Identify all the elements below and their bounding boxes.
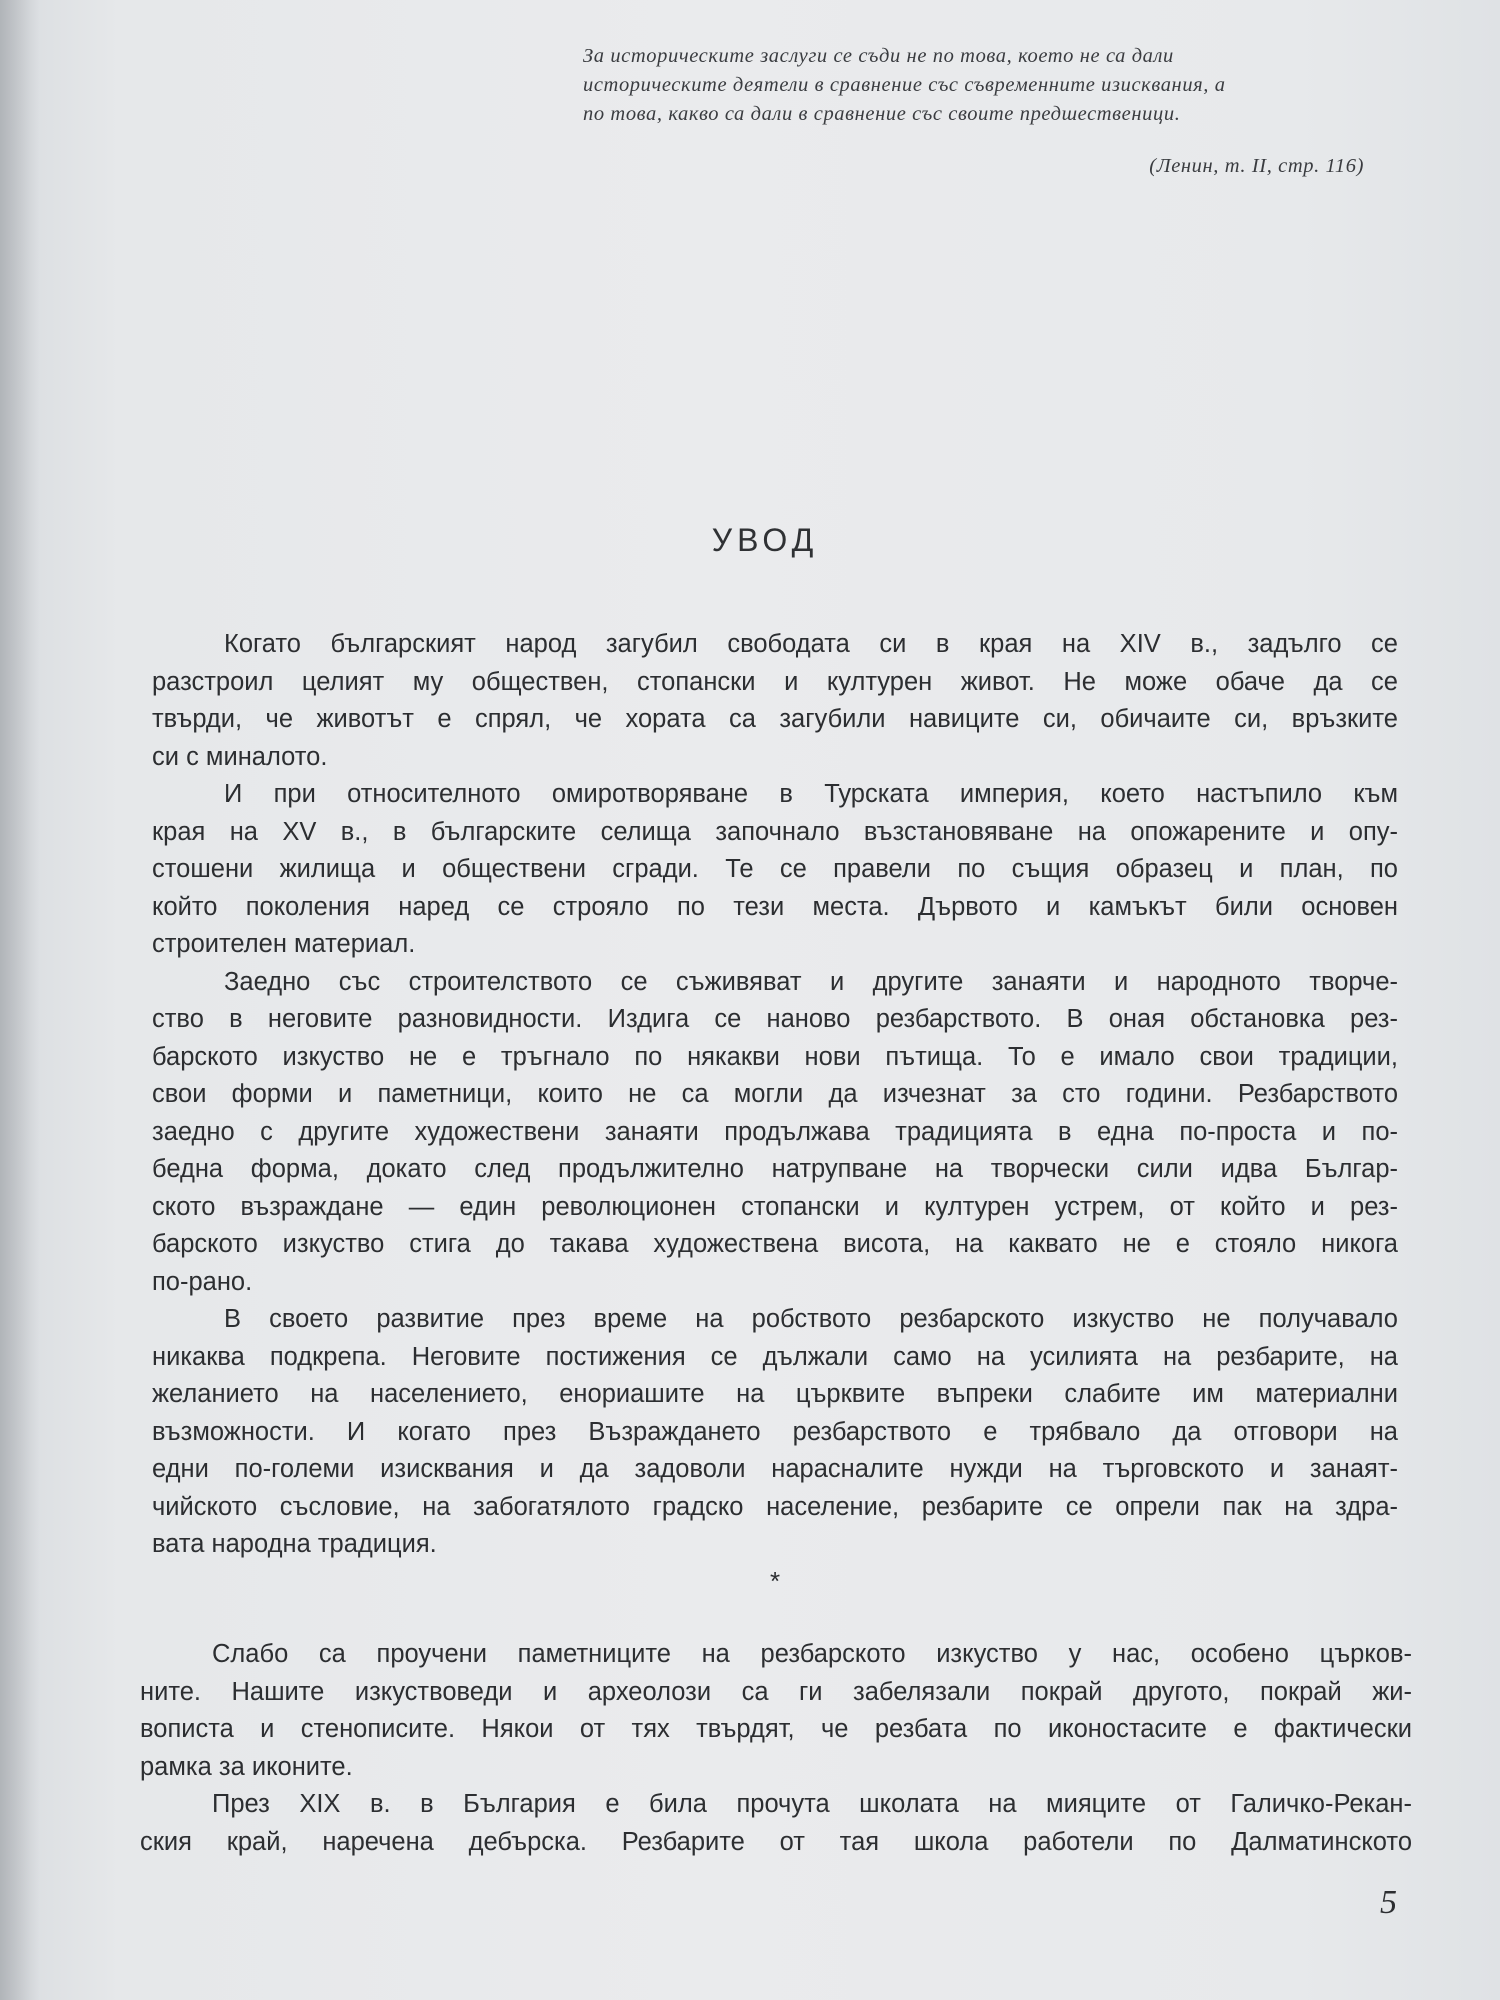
- text-line: Заедно със строителството се съживяват и другите занаяти и народното творче-: [224, 967, 1398, 996]
- text-line: вата народна традиция.: [152, 1530, 437, 1558]
- text-line: строителен материал.: [152, 930, 416, 958]
- text-line: чийското съсловие, на забогатялото градско население, резбарите се опрели пак на здра-: [152, 1492, 1398, 1521]
- text-line: никаква подкрепа. Неговите постижения се дължали само на усилията на резбарите, на: [152, 1342, 1398, 1371]
- text-line: края на XV в., в българските селища започнало възстановяване на опожарените и опу-: [152, 817, 1398, 846]
- text-line: твърди, че животът е спрял, че хората са загубили навиците си, обичаите си, връзките: [152, 705, 1398, 733]
- text-line: През XIX в. в България е била прочута школата на мияците от Галичко-Рекан-: [212, 1790, 1412, 1818]
- text-line: ните. Нашите изкуствоведи и археолози са ги забелязали покрай другото, покрай жи-: [140, 1677, 1412, 1706]
- body-section-1: [152, 626, 1398, 1564]
- text-line: ското възраждане — един революционен стопански и културен устрем, от който и рез-: [152, 1192, 1398, 1221]
- chapter-heading: УВОД: [711, 522, 819, 558]
- text-line: В своето развитие през време на робството резбарското изкуство не получавало: [224, 1305, 1398, 1333]
- text-line: едни по-големи изисквания и да задоволи нарасналите нужди на търговското и занаят-: [152, 1455, 1398, 1483]
- text-line: разстроил целият му обществен, стопански и културен живот. Не може обаче да се: [152, 667, 1398, 696]
- gutter-shadow: [0, 0, 40, 2000]
- text-line: Когато българският народ загубил свободата си в края на XIV в., задълго се: [224, 630, 1398, 658]
- text-line: стошени жилища и обществени сгради. Те се правели по същия образец и план, по: [152, 855, 1398, 883]
- text-line: вописта и стенописите. Някои от тях твърдят, че резбата по иконостасите е фактически: [140, 1715, 1412, 1743]
- text-line: свои форми и паметници, които не са могли да изчезнат за сто години. Резбарството: [152, 1080, 1398, 1108]
- text-line: Слабо са проучени паметниците на резбарското изкуство у нас, особено църков-: [212, 1640, 1412, 1668]
- text-line: по-рано.: [152, 1267, 253, 1296]
- text-line: желанието на населението, енориашите на църквите въпреки слабите им материални: [152, 1380, 1398, 1408]
- text-line: възможности. И когато през Възраждането резбарството е трябвало да отговори на: [152, 1417, 1398, 1446]
- epigraph-line: За историческите заслуги се съди не по това, което не са дали: [583, 45, 1174, 67]
- text-line: барското изкуство не е тръгнало по някакви нови пътища. То е имало свои традиции,: [152, 1042, 1398, 1071]
- text-line: И при относителното омиротворяване в Турската империя, което настъпило към: [224, 780, 1398, 808]
- epigraph: [583, 42, 1363, 129]
- section-separator: *: [769, 1566, 781, 1596]
- text-line: ския край, наречена дебърска. Резбарите от тая школа работели по Далматинското: [140, 1827, 1412, 1856]
- page-number: 5: [1380, 1884, 1397, 1921]
- epigraph-line: по това, какво са дали в сравнение със своите предшественици.: [583, 103, 1181, 125]
- text-line: рамка за иконите.: [140, 1752, 353, 1781]
- text-line: си с миналото.: [152, 742, 328, 771]
- epigraph-line: историческите деятели в сравнение със съвременните изисквания, а: [583, 74, 1226, 96]
- text-line: барското изкуство стига до такава художествена висота, на каквато не е стояло никога: [152, 1230, 1398, 1258]
- text-line: заедно с другите художествени занаяти продължава традицията в една по-проста и по-: [152, 1117, 1398, 1146]
- body-section-2: [140, 1636, 1412, 1861]
- text-line: ство в неговите разновидности. Издига се наново резбарството. В оная обстановка рез-: [152, 1005, 1398, 1033]
- text-line: който поколения наред се строяло по тези места. Дървото и камъкът били основен: [152, 892, 1398, 921]
- epigraph-citation: (Ленин, т. II, стр. 116): [1149, 155, 1364, 177]
- text-line: бедна форма, докато след продължително натрупване на творчески сили идва Българ-: [152, 1155, 1398, 1183]
